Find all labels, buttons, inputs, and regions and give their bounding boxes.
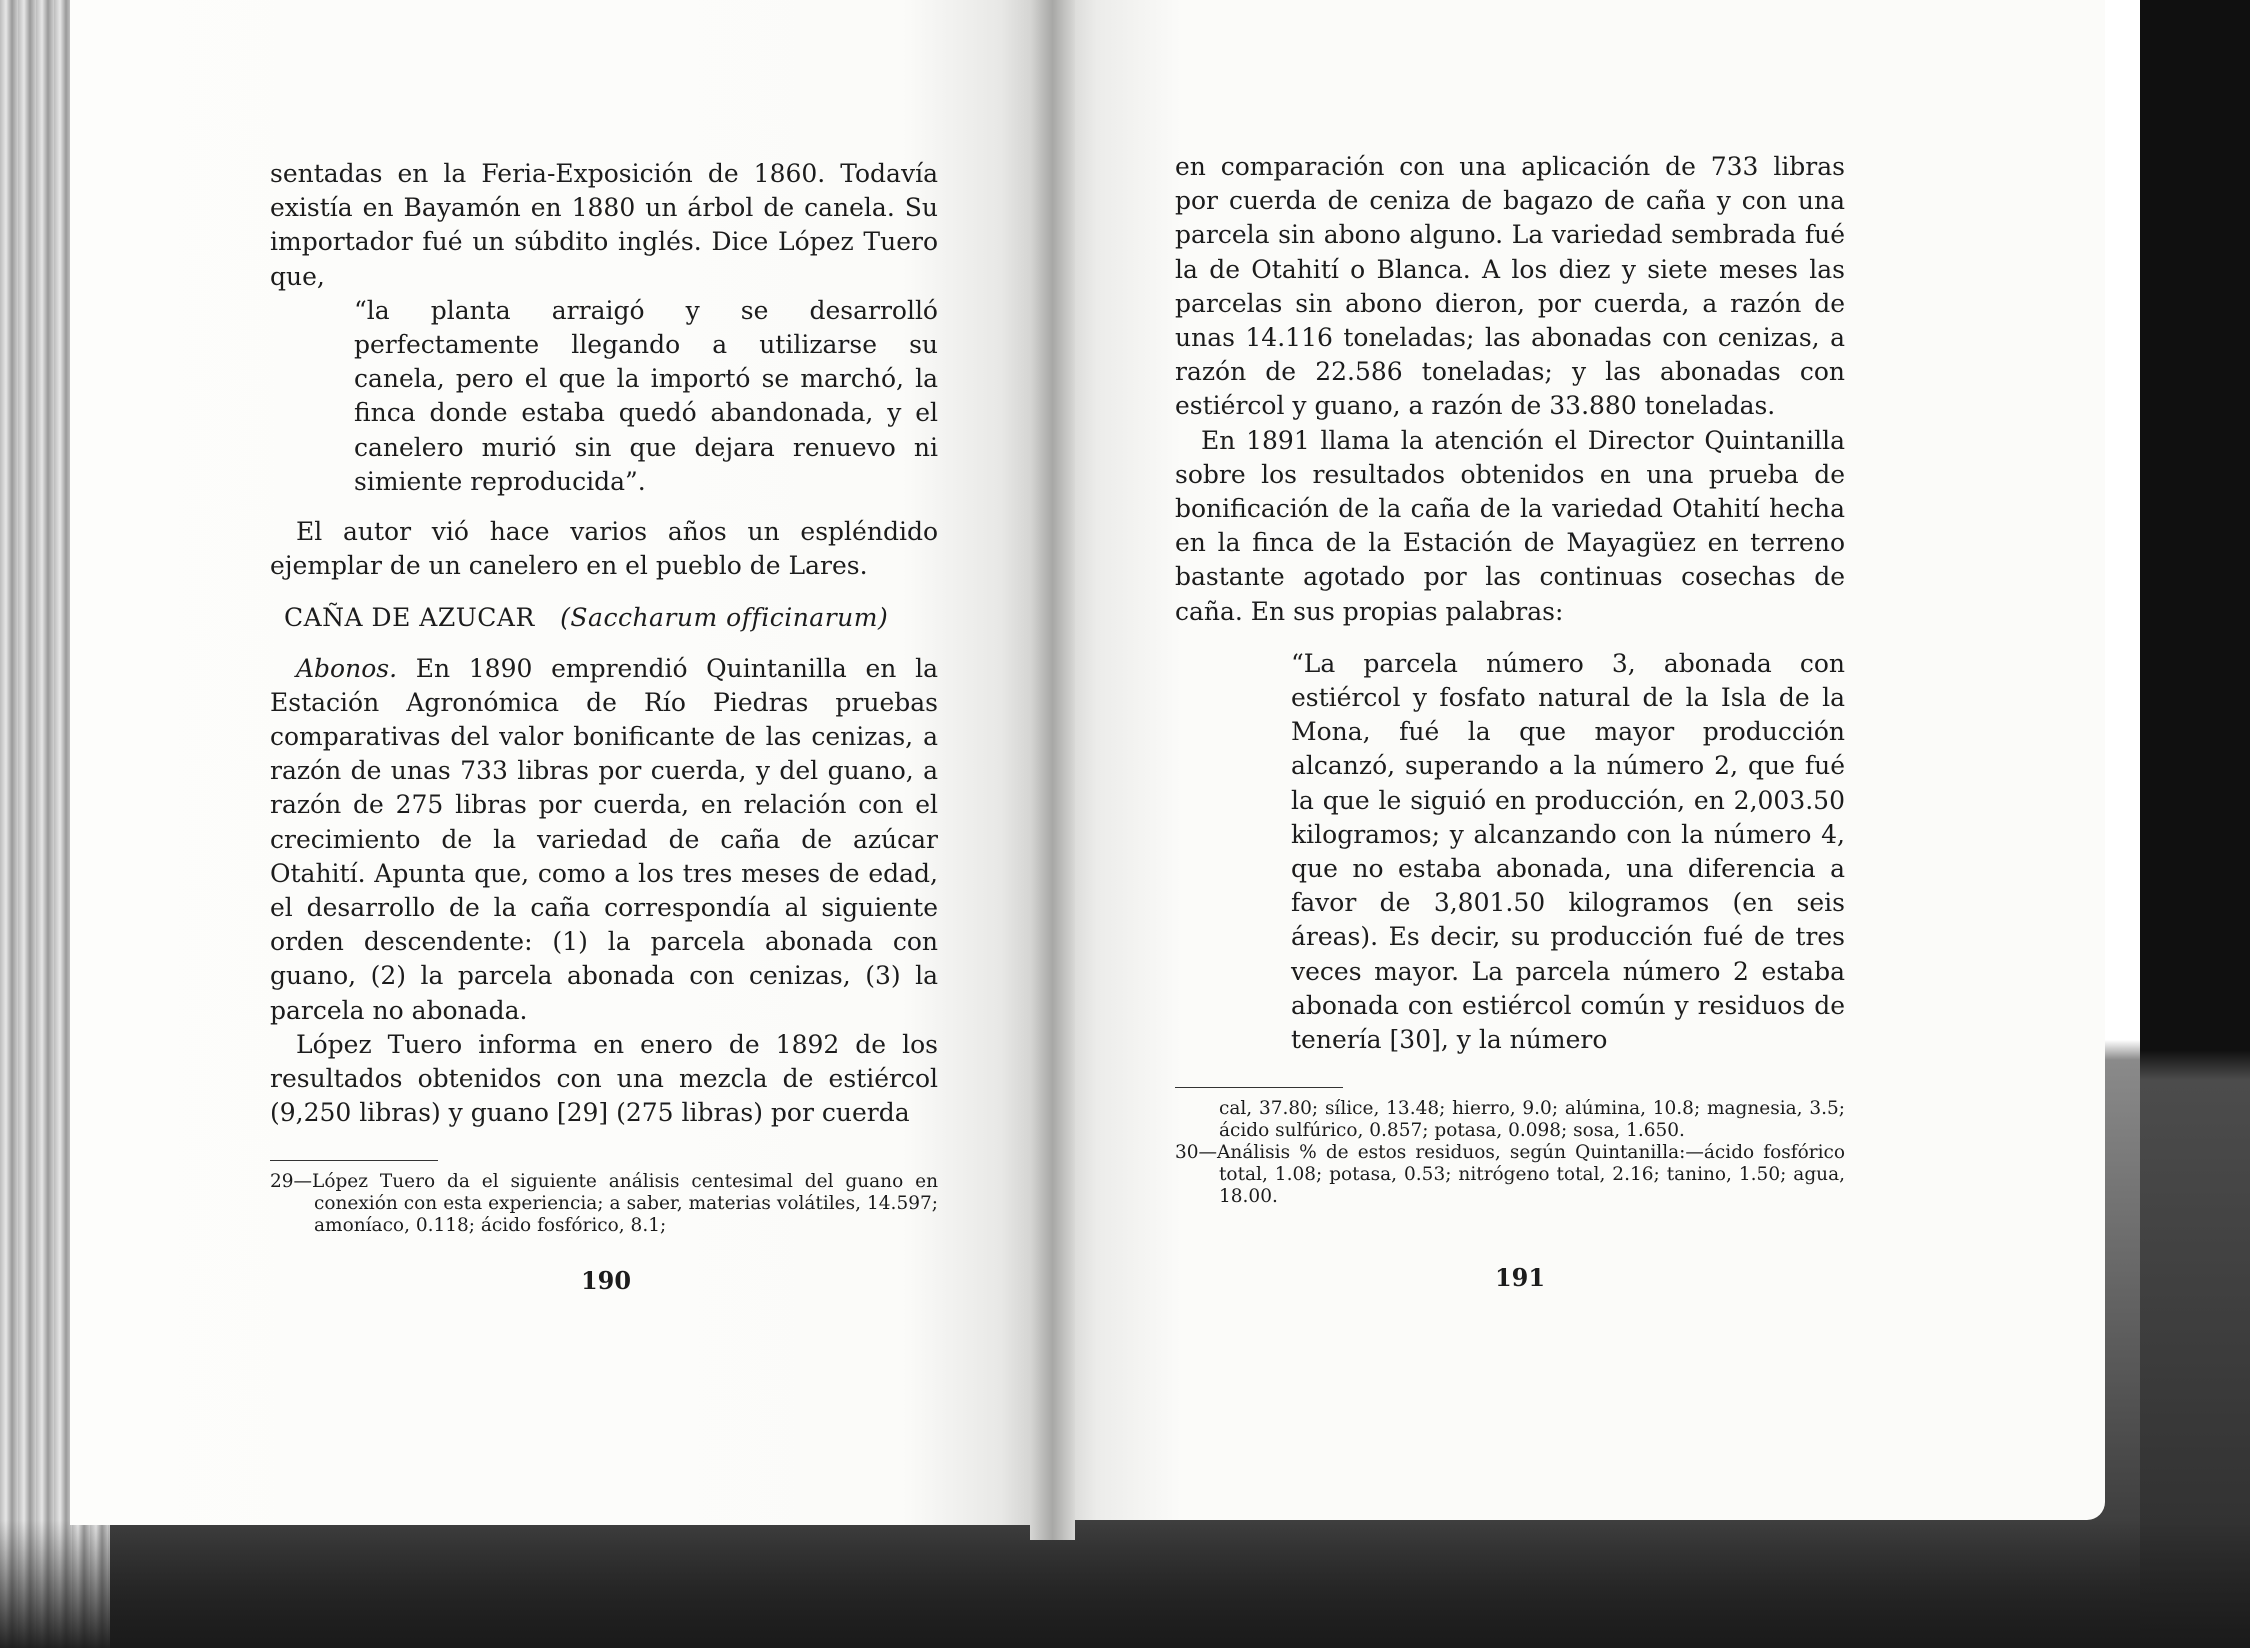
footnote-30: 30—Análisis % de estos residuos, según Quintanilla:—ácido fosfórico total, 1.08; potasa, 0.53; nitrógeno total, 2.16; tanino, 1.50; agua, 18.00.	[1175, 1142, 1845, 1208]
right-paragraph-2: En 1891 llama la atención el Director Quintanilla sobre los resultados obtenidos en una prueba de bonificación de la caña de la variedad Otahití hecha en la finca de la Estación de Mayagüez en terreno bastante agotado por las continuas cosechas de caña. En sus propias palabras:	[1175, 425, 1845, 626]
footnote-29: 29—López Tuero da el siguiente análisis centesimal del guano en conexión con esta experiencia; a saber, materias volátiles, 14.597; amoníaco, 0.118; ácido fosfórico, 8.1;	[270, 1171, 938, 1237]
right-page-text	[1175, 150, 1845, 1208]
footnote-29-continued: cal, 37.80; sílice, 13.48; hierro, 9.0; alúmina, 10.8; magnesia, 3.5; ácido sulfúrico, 0.857; potasa, 0.098; sosa, 1.650.	[1219, 1098, 1845, 1142]
right-paragraph-1: en comparación con una aplicación de 733 libras por cuerda de ceniza de bagazo de caña y con una parcela sin abono alguno. La variedad sembrada fué la de Otahití o Blanca. A los diez y siete meses las parcelas sin abono dieron, por cuerda, a razón de unas 14.116 toneladas; las abonadas con cenizas, a razón de 22.586 toneladas; y las abonadas con estiércol y guano, a razón de 33.880 toneladas.	[1175, 152, 1845, 421]
right-block-quote: “La parcela número 3, abonada con estiércol y fosfato natural de la Isla de la Mona, fué la que mayor producción alcanzó, superando a la número 2, que fué la que le siguió en producción, en 2,003.50 kilogramos; y alcanzando con la número 4, que no estaba abonada, una diferencia a favor de 3,801.50 kilogramos (en seis áreas). Es decir, su producción fué de tres veces mayor. La parcela número 2 estaba abonada con estiércol común y residuos de tenería [30], y la número	[1291, 648, 1845, 1055]
left-paragraph-3-body: En 1890 emprendió Quintanilla en la Estación Agronómica de Río Piedras pruebas comparativas del valor bonificante de las cenizas, a razón de unas 733 libras por cuerda, y del guano, a razón de 275 libras por cuerda, en relación con el crecimiento de la variedad de caña de azúcar Otahití. Apunta que, como a los tres meses de edad, el desarrollo de la caña correspondía al siguiente orden descendente: (1) la parcela abonada con guano, (2) la parcela abonada con cenizas, (3) la parcela no abonada.	[270, 653, 938, 1025]
left-paragraph-1: sentadas en la Feria-Exposición de 1860. Todavía existía en Bayamón en 1880 un árbol de canela. Su importador fué un súbdito inglés. Dice López Tuero que,	[270, 159, 938, 291]
footnote-rule	[270, 1160, 438, 1161]
section-heading-title: CAÑA DE AZUCAR	[284, 603, 535, 633]
left-page-text	[270, 157, 938, 1237]
left-block-quote: “la planta arraigó y se desarrolló perfectamente llegando a utilizarse su canela, pero el que la importó se marchó, la finca donde estaba quedó abandonada, y el canelero murió sin que dejara renuevo ni simiente reproducida”.	[354, 295, 938, 496]
footnote-rule-right	[1175, 1087, 1343, 1088]
scanner-shadow-bottom	[0, 1520, 2250, 1648]
section-heading	[270, 601, 938, 635]
page-number-left: 190	[580, 1266, 632, 1295]
section-heading-scientific-name: (Saccharum officinarum)	[560, 603, 889, 633]
scanner-background-right	[2140, 0, 2250, 1648]
page-number-right: 191	[1494, 1263, 1546, 1292]
book-gutter	[1030, 0, 1075, 1540]
left-paragraph-2: El autor vió hace varios años un espléndido ejemplar de un canelero en el pueblo de Lares.	[270, 517, 938, 581]
left-paragraph-3	[270, 652, 938, 1028]
abonos-lead: Abonos.	[296, 653, 398, 683]
left-paragraph-4: López Tuero informa en enero de 1892 de los resultados obtenidos con una mezcla de estiércol (9,250 libras) y guano [29] (275 libras) por cuerda	[270, 1029, 938, 1128]
